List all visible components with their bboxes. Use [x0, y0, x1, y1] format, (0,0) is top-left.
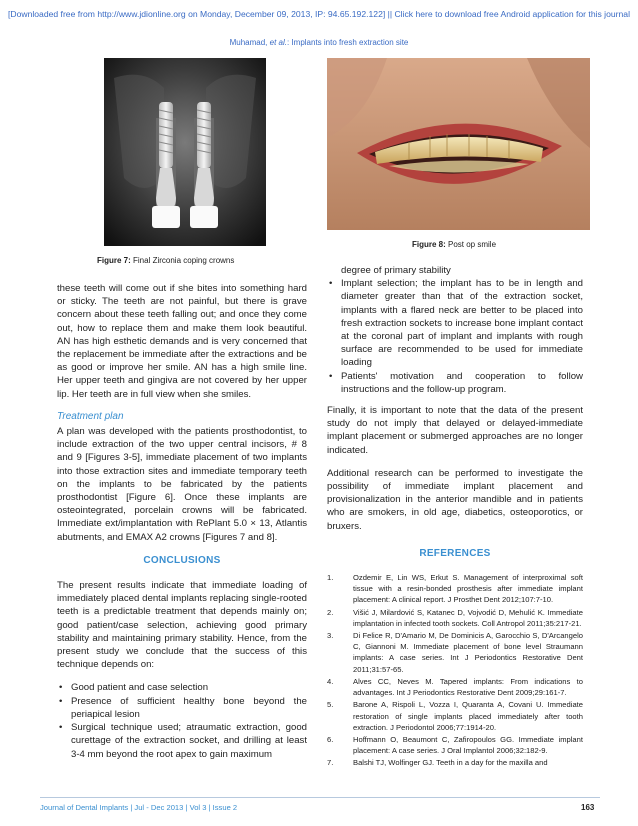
body-paragraph: Finally, it is important to note that the data of the present study do not imply that delayed or delayed-immediate implant placement or submerged approaches are no longer indicated.	[327, 405, 583, 456]
body-paragraph: The present results indicate that immediate loading of immediately placed dental implants replacing single-rooted teeth is a predictable treatment that depends mainly on; good patient/case selection, achieving good primary stability and maintaining primary stability. Hence, from the present study we conclude that the success of this technique depends on:	[57, 580, 307, 671]
right-column	[327, 264, 583, 770]
reference-item: 6. Hoffmann O, Beaumont C, Zafiropoulos GG. Immediate implant placement: A case series. J Oral Implantol 2006;32:182-9.	[327, 734, 583, 756]
success-factors-list	[57, 681, 307, 760]
left-column	[57, 282, 307, 761]
reference-item: 3. Di Felice R, D'Amario M, De Dominicis A, Garocchio S, D'Arcangelo C, Giannoni M. Immediate placement of bone level Straumann implants: A case series. Int J Periodontics Restorative Dent 2011;31:57-65.	[327, 631, 583, 674]
body-paragraph: these teeth will come out if she bites into something hard or sticky. The teeth are not painful, but there is grave concern about these teeth falling out; and once they come out, how to replace them and make them look beautiful. AN has high esthetic demands and is very concerned that the replacement be immediate after the extractions and be as good or improve her smile. AN has a high smile line. Her upper teeth and gingiva are not covered by her upper lip. Her teeth are in full view when she smiles.	[57, 283, 307, 400]
page-number: 163	[581, 803, 595, 812]
treatment-plan-heading: Treatment plan	[57, 410, 124, 422]
reference-item: 1. Ozdemir E, Lin WS, Erkut S. Management of interproximal soft tissue with a resin-bonded prosthesis after immediate implant placement: A clinical report. J Prosthet Dent 2012;107:7-10.	[327, 573, 583, 605]
footer-rule	[40, 797, 600, 798]
body-paragraph: A plan was developed with the patients prosthodontist, to include extraction of the two upper central incisors, # 8 and 9 [Figures 3-5], immediate placement of two implants into those extraction sites and immediate temporary teeth on the implants to be fabricated by the patients prosthodontist [Figure 6]. Once these implants are osteointegrated, porcelain crowns will be fabricated. Immediate ext/implantation with RePlant 5.0 × 13, Atlantis abutments, and EMAX A2 crowns [Figures 7 and 8].	[57, 426, 307, 543]
continued-line: degree of primary stability	[341, 265, 451, 276]
reference-item: 7. Balshi TJ, Wolfinger GJ. Teeth in a day for the maxilla and	[327, 758, 548, 768]
figure-7-radiograph	[104, 58, 266, 246]
success-factors-list-continued	[327, 277, 583, 396]
references-list	[327, 572, 583, 768]
references-heading: REFERENCES	[419, 547, 491, 559]
list-item: • Patients' motivation and cooperation to follow instructions and the follow-up program.	[327, 370, 583, 396]
reference-item: 4. Alves CC, Neves M. Tapered implants: From indications to advantages. Int J Periodontics Restorative Dent 2009;29:161-7.	[327, 676, 583, 698]
smile-image	[327, 58, 590, 230]
conclusions-heading: CONCLUSIONS	[143, 554, 221, 566]
body-paragraph: Additional research can be performed to investigate the possibility of immediate implant placement and provisionalization in the anterior mandible and in patients who are smokers, in old age, diabetics, osteoporotics, or bruxers.	[327, 467, 583, 532]
footer-journal: Journal of Dental Implants | Jul - Dec 2013 | Vol 3 | Issue 2	[40, 803, 238, 812]
download-banner[interactable]: [Downloaded free from http://www.jdionline.org on Monday, December 09, 2013, IP: 94.65.192.122] || Click here to download free Android application for this journal	[8, 9, 630, 19]
reference-item: 2. Višić J, Milardović S, Katanec D, Vojvodić D, Mehulić K. Immediate implantation in infected tooth sockets. Coll Antropol 2011;35:217-21.	[327, 607, 583, 628]
list-item: • Surgical technique used; atraumatic extraction, good curettage of the extraction socket, and drilling at least 3-4 mm beyond the root apex to gain maximum	[57, 721, 307, 761]
radiograph-image	[104, 58, 266, 246]
list-item: • Implant selection; the implant has to be in length and diameter greater than that of the extraction socket, implants with a flared neck are better to be placed into fresh extraction sockets to increase bone implant contact at the coronal part of implant and implants with rough surface are recommended to be used for immediate loading	[327, 277, 583, 369]
running-head: Muhamad, et al.: Implants into fresh extraction site	[229, 38, 409, 47]
figure-7-caption: Figure 7: Final Zirconia coping crowns	[97, 256, 235, 265]
figure-8-caption: Figure 8: Post op smile	[412, 240, 497, 249]
figure-8-photo	[327, 58, 590, 230]
list-item: • Good patient and case selection	[57, 681, 307, 694]
list-item: • Presence of sufficient healthy bone beyond the periapical lesion	[57, 695, 307, 721]
reference-item: 5. Barone A, Rispoli L, Vozza I, Quaranta A, Covani U. Immediate restoration of single implants placed immediately after tooth extraction. J Periodontol 2006;77:1914-20.	[327, 700, 583, 732]
